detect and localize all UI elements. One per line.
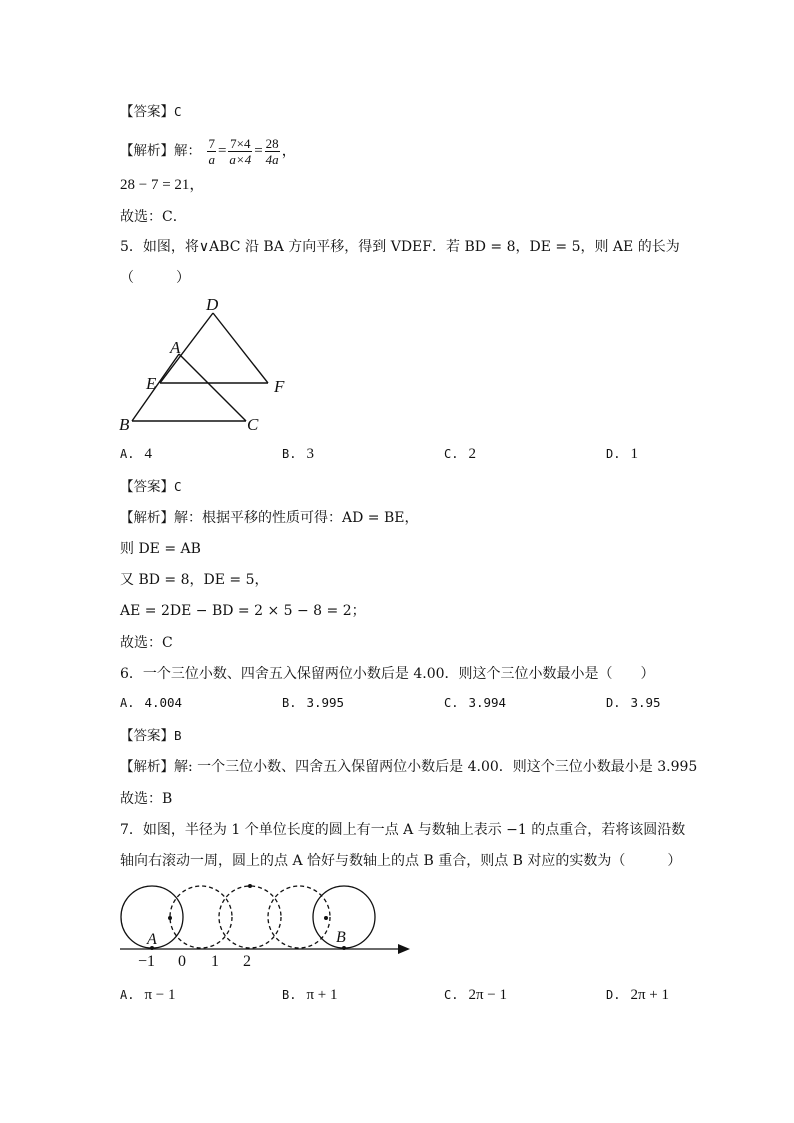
answer-value: B bbox=[174, 728, 182, 743]
q5-analysis-line4: AE = 2DE − BD = 2 × 5 − 8 = 2； bbox=[120, 603, 366, 619]
q5-analysis-line2: 则 DE = AB bbox=[120, 541, 201, 557]
answer-tag: 【答案】 bbox=[120, 104, 174, 120]
q5-analysis-line3: 又 BD = 8，DE = 5， bbox=[120, 572, 269, 588]
tick-label-0: 0 bbox=[178, 953, 186, 970]
q7-option-a[interactable]: A. π − 1 bbox=[120, 987, 176, 1003]
q5-choice: 故选：C bbox=[120, 635, 173, 651]
analysis-tag: 【解析】 bbox=[120, 510, 174, 526]
rolling-circle-4 bbox=[268, 886, 330, 948]
answer-tag: 【答案】 bbox=[120, 728, 174, 744]
q6-option-b[interactable]: B. 3.995 bbox=[282, 695, 345, 710]
q6-stem: 6．一个三位小数、四舍五入保留两位小数后是 4.00．则这个三位小数最小是（ ） bbox=[120, 666, 655, 682]
q5-option-c[interactable]: C. 2 bbox=[444, 446, 476, 462]
q6-analysis-line bbox=[120, 757, 697, 777]
segment-DF bbox=[213, 313, 268, 383]
q4-line2: 28 − 7 = 21， bbox=[120, 177, 205, 193]
analysis-text: 解：根据平移的性质可得：AD = BE， bbox=[174, 510, 419, 526]
translation-triangle-figure bbox=[110, 293, 300, 438]
q7-stem-line2: 轴向右滚动一周，圆上的点 A 恰好与数轴上的点 B 重合，则点 B 对应的实数为（ ） bbox=[120, 853, 682, 869]
rolling-dot-2 bbox=[248, 884, 252, 888]
rolling-circle-number-line bbox=[110, 880, 420, 970]
label-B: B bbox=[119, 415, 130, 434]
q6-choice: 故选：B bbox=[120, 791, 173, 807]
segment-DE bbox=[160, 313, 213, 383]
fraction-7x4-over-ax4: $\frac{7\times 4}{a\times 4}$ bbox=[229, 135, 252, 167]
q4-answer-line bbox=[120, 102, 182, 122]
q5-answer-line bbox=[120, 477, 182, 497]
q5-stem-line2: （ ） bbox=[120, 270, 190, 286]
fraction-28-over-4a: $\frac{28}{4a}$ bbox=[265, 135, 279, 167]
answer-value: C bbox=[174, 479, 182, 494]
analysis-intro: 解： bbox=[174, 143, 201, 159]
q5-option-b[interactable]: B. 3 bbox=[282, 446, 314, 462]
rolling-dot-3 bbox=[324, 916, 328, 920]
comma: ， bbox=[281, 143, 297, 159]
segment-AC bbox=[179, 354, 246, 421]
q5-analysis-line1 bbox=[120, 508, 418, 528]
q7-option-c[interactable]: C. 2π − 1 bbox=[444, 987, 507, 1003]
q4-analysis-line bbox=[120, 134, 297, 168]
q4-choice: 故选：C． bbox=[120, 209, 187, 225]
equals: = bbox=[217, 143, 227, 159]
label-D: D bbox=[206, 295, 219, 314]
answer-value: C bbox=[174, 104, 182, 119]
tick-label-1: 1 bbox=[211, 953, 219, 970]
label-F: F bbox=[274, 377, 285, 396]
label-C: C bbox=[247, 415, 259, 434]
point-B-dot bbox=[342, 946, 346, 950]
label-A: A bbox=[147, 931, 157, 948]
answer-tag: 【答案】 bbox=[120, 479, 174, 495]
q7-stem-line1: 7．如图，半径为 1 个单位长度的圆上有一点 A 与数轴上表示 −1 的点重合，若将该圆沿数 bbox=[120, 822, 686, 838]
analysis-text: 解: 一个三位小数、四舍五入保留两位小数后是 4.00．则这个三位小数最小是 3.995 bbox=[174, 759, 698, 775]
axis-arrowhead bbox=[398, 944, 410, 954]
q6-answer-line bbox=[120, 726, 182, 746]
label-E: E bbox=[146, 374, 157, 393]
equals: = bbox=[254, 143, 263, 159]
rolling-dot-1 bbox=[168, 916, 172, 920]
q6-option-a[interactable]: A. 4.004 bbox=[120, 695, 183, 710]
q6-option-d[interactable]: D. 3.95 bbox=[606, 695, 661, 710]
label-B: B bbox=[336, 929, 346, 946]
q5-stem-line1: 5．如图，将∨ABC 沿 BA 方向平移，得到 VDEF．若 BD = 8，DE = 5，则 AE 的长为 bbox=[120, 239, 680, 255]
rolling-circle-2 bbox=[170, 886, 232, 948]
q7-option-d[interactable]: D. 2π + 1 bbox=[606, 987, 669, 1003]
q7-option-b[interactable]: B. π + 1 bbox=[282, 987, 338, 1003]
q5-option-a[interactable]: A. 4 bbox=[120, 446, 152, 462]
tick-label-2: 2 bbox=[243, 953, 251, 970]
rolling-circle-3 bbox=[219, 886, 281, 948]
label-A: A bbox=[170, 338, 181, 357]
q5-option-d[interactable]: D. 1 bbox=[606, 446, 638, 462]
analysis-tag: 【解析】 bbox=[120, 143, 174, 159]
tick-label-neg1: −1 bbox=[138, 953, 156, 970]
analysis-tag: 【解析】 bbox=[120, 759, 174, 775]
fraction-7-over-a: $\frac{7}{a}$ bbox=[208, 135, 215, 167]
q6-option-c[interactable]: C. 3.994 bbox=[444, 695, 507, 710]
